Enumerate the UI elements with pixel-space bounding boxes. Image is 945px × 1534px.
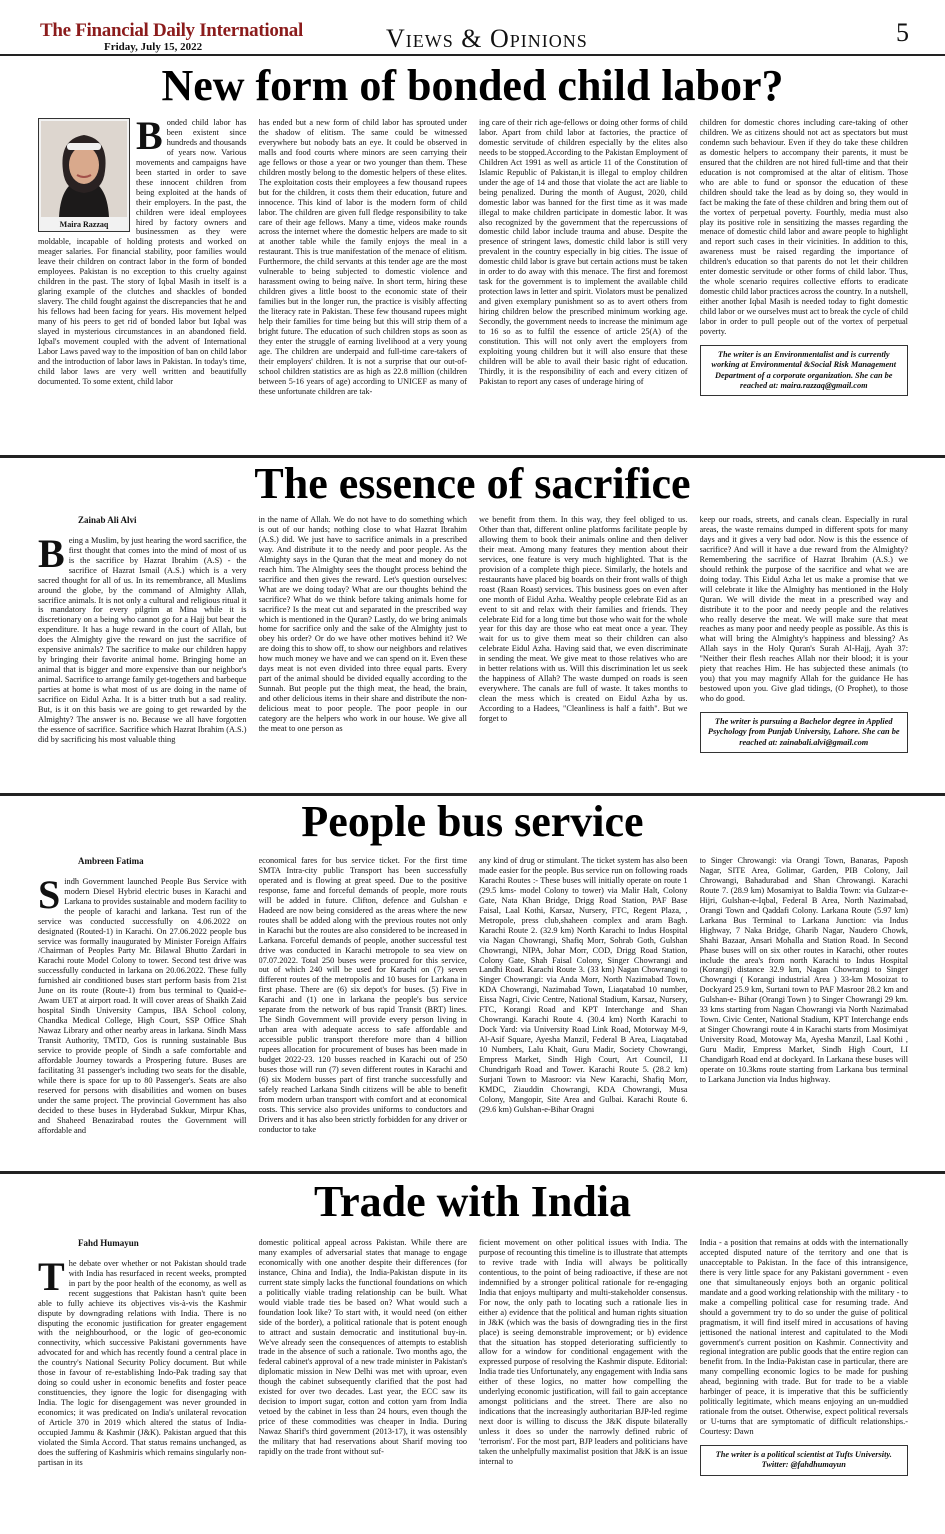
article-text: ficient movement on other political issues with India. The purpose of recounting this timeline is to illustrate that attempts to revive trade with India will always be politically contentious, to the point of being radioactive, if these are not indemnified by a stronger political rationale for re-engaging India that enjoys multiparty and multi-stakeholder consensus. For now, the only path to locating such a rationale lies in either a) evidence that the political and human rights situation in J&K (which was the basis of downgrading ties in the first place) is seeing demonstrable improvement; or b) evidence that the situation has stopped deteriorating sufficiently to allow for a window for conditional engagement with the expressed purpose of resolving the Kashmir dispute. Editorial: India trade ties Unfortunately, any engagement with India sans either of these logics, no matter how compelling the underlying economic justification, will fail to gain acceptance amongst politicians and the street. There are also no indications that the increasingly authoritarian BJP-led regime next door is willing to discuss the J&K dispute bilaterally unless it does so under the narrowly defined rubric of 'terrorism'. For the most part, BJP leaders and politicians have taken the unhelpfully maximalist position that J&K is an issue internal to	[479, 1238, 688, 1466]
author-photo-frame	[38, 118, 130, 232]
article-text: any kind of drug or stimulant. The ticket system has also been made easier for the people. Bus service run on following roads Karachi Routes :- These buses will initially operate on route 1 (29.5 kms- model Colony to tower) via Malir Halt, Colony Gate, Nata Khan Bridge, Drigg Road Station, PAF Base Faisal, Laal Kothi, Karsaz, Nursery, FTC, Regent Plaza, , Metropole, press club,shaheen complex and aram Bagh. Karachi Route 2. (32.9 km) North Karachi to Indus Hospital via Nagan Chowrangi, Shafiq Morr, Sohrab Goth, Gulshan Chowrangi, NIPA, Johar Morr, COD, Drigg Road Station, Colony Gate, Shah Faisal Colony, Singer Chowrangi and Landhi Road. Karachi Route 3. (33 km) Nagan Chowrangi to Singer Chowrangi: via Anda Morr, North Nazimabad Town, KDA Chowrangi, Nazimabad Town, Liaqatabad 10 number, Eissa Nagri, Civic Centre, National Stadium, Karsaz, Nursery, FTC, Korangi Road and KPT Interchange and Shan Chowrangi. Karachi Route 4. (30.4 km) North Karachi to Dock Yard: via University Road Link Road, Motorway M-9, Al-Asif Square, Ayesha Manzil, Federal B Area, Liaqatabad 10 Numbers, Lalu Khait, Guru Madir, Society Chowrangi, Empress Market, Sindh High Court, Art Council, I.I Chundrigarh Road and Tower. Karachi Route 5. (28.2 km) Surjani Town to Masroor: via New Karachi, Shafiq Morr, KMDC, Ziauddin Chowrangi, KDA Chowrangi, Musa Colony, Mangopir, Site Area and Gulbai. Karachi Route 6. (29.6 km) Gulshan-e-Bihar Oragni	[479, 856, 688, 1114]
article-text: economical fares for bus service ticket. For the first time SMTA Intra-city public Transport has been successfully operated and is flowing at great speed. Due to the positive response, fame and forceful demands of people, more routs will be added in future. Clifton, defence and Gulshan e Hadeed are now being considered as the areas where the new routes shall be added along with the previous routes not only in Karachi but the routes are also considered to be increased in Larkana. Forceful demands of people, another successful test drive was conducted in Karachi metropole to sea view on 07.07.2022. Total 250 buses were procured for this service, out of which 240 will be used for Karachi on (7) seven different routes of the metropolis and 10 buses for Larkana in first phase. There are (6) six depot's for buses. (5) Five in Karachi and (1) one in larkana the people's bus service separate from the network of bus rapid Transit (BRT) lines. The Sindh Government will provide every person living in urban area with adequate access to safe affordable and accessible public transport therefore more than 4 billion rupees allocation for procurement of buses has been made in budget 2022-23. 120 busses reached in Karachi out of 250 buses those will run (7) seven different routes in Karachi and (6) six Modern busses part of first tranche successfully and safely reached Larkana Sindh citizens will be able to benefit from modern urban transport with comfort and at economical costs. This service also provides uniforms to conductors and Drivers and it has also been strictly forbidden for any driver or conductor to take	[258, 856, 467, 1134]
column	[259, 1238, 468, 1530]
column	[38, 856, 247, 1170]
column	[700, 515, 909, 791]
article-text: to Singer Chrowangi: via Orangi Town, Banaras, Paposh Nagar, SITE Area, Golimar, Garden, PIB Colony, Jail Chrowangi, Bahadurabad and Shan Chrowangi. Karachi Route 7. (28.9 km) Mosamiyat to Baldia Town: via Gulzar-e- Hijri, Gulshan-e-Iqbal, Federal B Area, North Nazimabad, Orangi Town and Qaddafi Colony. Larkana Route (5.97 km) Larkana Bus Terminal to Larkana Junction: via Indus Highway, 7 Naka Bridge, Gharib Nagar, Naudero Chowk, Shahi Bazaar, Ansari Mohalla and Station Road. In Second Phase buses will on six other routes in Karachi, other routes include the area's from north Karachi to Indus Hospital (Korangi) distance 32.9 km, Nagan Chowrangi to Singer Chowrangi ( Korangi industrial Area ) 33-km Mosoizat to Dockyard 25.9 km, Surtani town to PAF Masroor 28.2 km and Gulshan-e- Bihar (Orangi Town ) to Singer Chowrangi 29 km. 33 kms starting from Nagan Chowrangi via North Nazimabad Town. Civic Center, National Stadium, KPT Interchange ends at Singer Chowrangi route 4 in Karachi starts from Mosimiyat University Road, Motoway Ma, Ayesha Manzil, Laal Kothi , Guru Madir, Empress Market, Sindh High Court, I.I Chandigarh Road end at dockyard. In Larkana these buses will operate on 10.3kms route starting from Larkana bus terminal to Larkana Junction via Indus highway.	[699, 856, 908, 1084]
drop-cap: S	[38, 871, 61, 917]
article-essence-of-sacrifice	[0, 460, 945, 796]
column	[700, 856, 909, 1170]
author-name-caption: Maira Razzaq	[59, 220, 109, 230]
column	[259, 515, 468, 791]
headline: New form of bonded child labor?	[161, 61, 784, 110]
article-text: indh Government launched People Bus Service with modern Diesel Hybrid electric buses in Karachi and Larkana to provides sustainable and modern facility to the people of karachi and larkana. Test run of the service was conducted successfully on 4.06.2022 on designated (Routed-1) in Karachi. On 27.06.2022 people bus service was formally inaugurated by Minister Foreign Affairs /Chairman of Peoples Party Mr. Bilawal Bhutto Zardari in Karachi route Model Colony to tower. Second test drive was successfully conducted in larkana on 20.06.2022. These fully furnished air conditioned buses start perform basis from 21st June on its route (Route-1) from bus terminal to Quaid-e- Awam UET at airport road. It will cover areas of Shaikh Zaid hospital Sindh University Campus, IBA School colony, Chandka Medical College, High Court, SSP Office Shah Nawaz Library and other nearby areas in larkana. Sindh Mass Transit Authority, TMTD, Gos is running sustainable Bus service to provide people of Sindh a safe comfortable and affordable Journey towards a Prospering future. Buses are facilitating 31 passenger's including two seats for the disable, while there is space for up to 80 Passenger's. Seats are also reserved for persons with disabilities and women on buses under the same project. The provincial Government has also decided to these buses in Hyderabad Sukkur, Mirpur Khas, and Shaheed Benazirabad routes the Government will affordable and	[38, 876, 247, 1135]
column	[700, 118, 909, 454]
page-number: 5	[896, 18, 909, 47]
column	[700, 1238, 909, 1530]
author-note: The writer is a political scientist at Tufts University. Twitter: @fahdhumayun	[700, 1445, 909, 1476]
byline: Zainab Ali Alvi	[78, 515, 137, 525]
article-text: children for domestic chores including care-taking of other children. We as citizens should not act as spectators but must condemn such behaviour. Even if they do take these children as domestic helpers to accompany their parents, it must be ensured that the children are not hired full-time and that their education is not compromised at the altar of elitism. Those who are able to fund or sponsor the education of these children should take the lead as by doing so, they would in fact be making the fate of these children and bring them out of the vortex of perpetual poverty. Fourthly, media must also play its positive role in sensitizing the masses regarding the menace of domestic child labor and aware people to highlight and report such cases in their vicinities. In addition to this, awareness must be raised regarding the importance of children's education so that parents do not let their children enter domestic servitude or other forms of child labor. Thus, the whole scenario requires collective efforts to eradicate domestic child labor practices across the country. In a nutshell, either another Iqbal Masih is needed today to fight domestic child labor or we ourselves must act to break the cycle of child labor in order to pull people out of the vortex of perpetual poverty.	[699, 118, 908, 337]
masthead	[0, 0, 945, 56]
newspaper-name: The Financial Daily International	[40, 20, 303, 41]
article-text: eing a Muslim, by just hearing the word sacrifice, the first thought that comes into the mind of most of us is the sacrifice by Hazrat Ibrahim (A.S) - the sacrifice of Hazrat Ismail (A.S.) which is a very sacred thought for all of us. In its remembrance, all Muslims around the globe, by the command of Almighty Allah, sacrifice animals. It is not only a cultural and religious ritual it is mandatory for every pilgrim at Mina while it is discretionary on a being who cannot go for a Hajj but bear the expenditure. It has a huge reward in the court of Allah, but does the Almighty give the reward on just the sacrifice of expensive animals? The sacrifice to make our children happy by bringing their favorite animal home. Bringing home an animal that is bigger and more expensive than our neighbor's animal. Sacrifice to arrange family get-togethers and barbeque parties at home is what most of us are doing in the name of sacrifice on Eidul Azha. It is a bitter truth but a sad reality. But, is it on this basis we are going to get rewarded by the Almighty? The answer is no. Because we all have forgotten the essence of sacrifice. Sacrifice which Hazrat Ibrahim (A.S.) did by sacrificing his most valuable thing	[38, 535, 247, 744]
issue-date: Friday, July 15, 2022	[104, 41, 203, 53]
column	[38, 118, 247, 454]
column	[479, 856, 688, 1170]
article-text: ing care of their rich age-fellows or doing other forms of child labor. Apart from child labor at factories, the practice of domestic servitude of children especially by the elites also needs to be stopped.According to the Pakistan Employment of Children Act 1991 as well as article 11 of the Constitution of Islamic Republic of Pakistan,it is illegal to employ children under the age of 14 and those that violate the act are liable to being penalized. During the month of August, 2020, child domestic labor was banned for the first time as it was made illegal to make children participate in domestic labor. It was also recognized by the government that the repercussions of domestic child labor include trauma and abuse. Despite the presence of stringent laws, domestic child labor is still very prevalent in the country especially in big cities. The issue of domestic child labor is grave but certain actions must be taken in order to do away with this menace. The first and foremost task for the government is to implement the available child protection laws in letter and spirit. Violators must be penalized and given exemplary punishment so as to avert others from hiring children below the prescribed minimum working age. Secondly, the government needs to increase the minimum age to 16 so as to fulfil the essence of article 25(A) of the constitution. This will not only avert the employers from exploiting young children but it will also ensure that these children will be able to avail their basic right of education. Thirdly, it is the responsibility of each and every citizen of Pakistan to report any cases of underage hiring of	[479, 118, 688, 386]
headline: People bus service	[301, 798, 644, 846]
drop-cap: B	[38, 530, 65, 576]
author-note: The writer is pursuing a Bachelor degree in Applied Psychology from Punjab University, Lahore. She can be reached at: zainabali.alvi@gmail.com	[700, 712, 909, 753]
drop-cap: T	[38, 1253, 65, 1299]
headline: Trade with India	[313, 1177, 632, 1226]
byline: Fahd Humayun	[78, 1238, 139, 1248]
article-trade-with-india	[0, 1176, 945, 1534]
article-text: keep our roads, streets, and canals clean. Especially in rural areas, the waste remains dumped in different spots for many days and it gives a very bad odor. Now is this the essence of sacrifice? And will it have a due reward from the Almighty? Remembering the sacrifice of Hazrat Ibrahim (A.S.) we should rethink the purpose of the sacrifice and what we are doing today. This Eidul Azha let us make a promise that we will celebrate it like the Almighty has mentioned in the Holy Quran. We will divide the meat in a prescribed way and distribute it to the poor and needy people and the relatives who really deserve the meat. We will make sure that meat reaches as many poor and needy people as possible. As this is what will bring the Almighty's happiness and blessing? As Allah says in the Holy Quran's Surah Al-Hajj, Ayah 37: "Neither their flesh reaches Allah nor their blood; it is your piety that reaches Him. He has subjected these animals (to you) that you may magnify Allah for the guidance He has bestowed upon you. Give glad tidings, (O Prophet), to those who do good.	[699, 515, 908, 704]
article-text: India - a position that remains at odds with the internationally accepted disputed nature of the territory and one that is unacceptable to Pakistan. In the face of this intransigence, there is very little space for any Pakistani government - even one that simultaneously enjoys both an organic political mandate and a good working relationship with the military - to make a compelling political case for resuming trade. And should a government try to do so under the guise of political pragmatism, it will find itself mired in accusations of having jettisoned the national interest and capitulated to the Modi government's current position on Kashmir. Connectivity and regional integration are public goods that the entire region can benefit from. In the India-Pakistan case in particular, there are many compelling economic logics to be made for pushing ahead, beginning with trade. But for trade to be a viable harbinger of peace, it is imperative that this be sufficiently politically legitimate, which means enjoying an un-muddied rationale from the outset. Otherwise, expect political reversals or U-turns that are symptomatic of difficult relationships.-Courtesy: Dawn	[699, 1238, 908, 1437]
portrait-image	[41, 121, 127, 217]
drop-cap: B	[136, 118, 163, 158]
article-bonded-child-labor	[0, 58, 945, 458]
article-people-bus-service	[0, 798, 945, 1174]
article-text: has ended but a new form of child labor has sprouted under the shadow of elitism. The same could be witnessed everywhere but nobody bats an eye. It could be observed in malls and food courts where minors are seen carrying their age fellows or those a year or two younger than them. These children mostly belong to the domestic helpers of these elites. The exploitation costs their employees a few thousand rupees but for the children, it costs them their education, future and innocence. This kind of labor is the modern form of child labor. The children are given full fledge responsibility to take care of their age fellows. Many a time, videos make rounds across the internet where the domestic helpers are made to sit at another table while the family enjoys the meal in a restaurant. This is true manifestation of the menace of elitism. Furthermore, the child servants at this tender age are the most vulnerable to being subjected to domestic violence and harassment owing to being naïve. In short term, hiring these children gives a little boost to the economic state of their families but in the longer run, the practice is visibly affecting the literacy rate in Pakistan. These few thousand rupees might help their families for time being but this will strip them of a bright future. The education of such children stops as soon as they enter the struggle of earning livelihood at a very young age. The children are underpaid and full-time care-takers of their employers' children. It is not a surprise that our out-of-school children statistics are as high as 22.8 million (children between 5-16 years of age) according to UNICEF as many of these unfortunate children are tak-	[258, 118, 467, 396]
article-text: he debate over whether or not Pakistan should trade with India has resurfaced in recent weeks, prompted in part by the poor health of the economy, as well as recent suggestions that Pakistan hasn't quite been able to fully achieve its objectives vis-à-vis the Kashmir dispute by downgrading relations with India. There is no disputing the economic justification for greater engagement with the neighbourhood, or the logic of geo-economic connectivity, which successive Pakistani governments have advocated for and which has recently found a central place in the country's National Security Policy document. But while those in favour of re-establishing Indo-Pak trading say that doing so could usher in economic benefits and foster peace constituencies, they ignore the logic for disengaging with India. The logic for disengagement was never grounded in economics; it was predicated on India's unilateral revocation of Article 370 in 2019 which altered the status of India-occupied Jammu & Kashmir (J&K). Pakistan argued that this violated the Simla Accord. That status remains unchanged, as does the suffering of Kashmiris which remains singularly non-partisan in its	[38, 1258, 247, 1467]
headline: The essence of sacrifice	[254, 460, 691, 508]
article-text: we benefit from them. In this way, they feel obliged to us. Other than that, different online platforms facilitate people by allowing them to book their animals online and then deliver their meat. Among many features they mention about their services, one feature is very much highlighted. That is the provision of a complete thigh piece. Similarly, the hotels and restaurants have placed big boards on their front walls of thigh roast (Raan Roast) services. This business goes on even after one month of Eidul Azha. Wealthy people celebrate Eid as an event to sit and relax with their families and friends. They celebrate Eid for a long time but those who wait for the whole year for this day are those who eat meat once a year. They wait for us to give them meat so their children can also celebrate Eidul Azha. Having said that, we even discriminate in sending the meat. We give meat to those relatives who are in better relations with us. Will this discrimination let us seek the happiness of Allah? The waste dumped on roads is seen everywhere. The canals are full of waste. It takes months to clean the mess which is created on Eidul Azha by us. According to a Hadees, "Cleanliness is half a faith". But we forget to	[479, 515, 688, 724]
column	[479, 515, 688, 791]
byline: Ambreen Fatima	[78, 856, 144, 866]
column	[479, 1238, 688, 1530]
column	[479, 118, 688, 454]
column	[38, 1238, 247, 1530]
author-note: The writer is an Environmentalist and is currently working at Environmental &Social Risk Management Department of a corporate organization. She can be reached at: maira.razzaq@gmail.com	[700, 345, 909, 396]
section-title: Views & Opinions	[386, 24, 588, 53]
author-photo	[41, 121, 127, 217]
article-text: domestic political appeal across Pakistan. While there are many examples of adversarial states that manage to engage economically with one another despite their differences (for instance, China and India), the India-Pakistan dispute in its current state simply lacks the functional foundations on which a politically viable trading relationship can be built. What would viable trade ties be based on? What would such a foundation look like? To start with, it would need (on either side of the border), a political rationale that is potent enough to attract and sustain democratic and institutional buy-in. We've already seen the consequences of attempts to establish trade in the absence of such a rationale. Two months ago, the federal cabinet's approval of a new trade minister in Pakistan's diplomatic mission in New Delhi was met with uproar, even though the cabinet subsequently clarified that the post had existed for over two decades. Last year, the ECC saw its decision to import sugar, cotton and cotton yarn from India vetoed by the cabinet in less than 24 hours, even though the price of these commodities was cheaper in India. During Nawaz Sharif's third government (2013-17), it was ostensibly the military that had reservations about Sharif moving too rapidly on the trade front without suf-	[258, 1238, 467, 1457]
article-text: onded child labor has been existent since hundreds and thousands of years now. Various movements and campaigns have been started in order to save these innocent children from being exploited at the hands of their employers. In the past, the children were ideal employees hired by factory owners and businessmen as they were moldable, incapable of holding protests and worked on meager salaries. For financial stability, poor families would leave their children on contract labor in the form of bonded employees. Pakistan is no exception to this cruelty against children in the past. The story of Iqbal Masih in itself is a glaring example of the clutches and shackles of bonded slavery. The child fought against the discrepancies that he and his fellows had been facing for years. His movement helped many of his peers to get rid of bonded labor but Iqbal was slayed in mysterious circumstances in an abandoned field. Iqbal's movement coupled with the advent of International Labor Laws paved way to the imposition of ban on child labor and the introduction of labor laws in Pakistan. In today's time, child labor laws are very well written and beautifully documented. To some extent, child labor	[38, 118, 247, 386]
column	[259, 118, 468, 454]
column	[259, 856, 468, 1170]
column	[38, 515, 247, 791]
article-text: in the name of Allah. We do not have to do something which is out of our hands; nothing close to what Hazrat Ibrahim (A.S.) did. We just have to sacrifice animals in a prescribed way. And distribute it to the needy and poor people. As the Almighty says in the Quran that the meat and money do not reach him. The Almighty sees the thought process behind the sacrifice and then gives the reward. Let's question ourselves: What are we doing today? What are our thoughts behind the sacrifice? What do we think before taking animals home for sacrifice? Is the meat cut and separated in the prescribed way which is mentioned in the Quran? Lastly, do we bring animals home for sacrifice only and the sake of the Almighty just to obey his order? Or do we have other motives behind it? We are doing this to show off, to show our neighbors and relatives how much money we have and we can spend on it. Even these days meat is not even divided into three equal parts. Every part of the animal should be divided equally according to the Sunnah. But people put the thigh meat, the head, the brain, and other delicious items in their share and distribute the non-delicious meat to poor people. The poor people in our category are the helpers who work in our house. We give all the meat to one person as	[258, 515, 467, 734]
